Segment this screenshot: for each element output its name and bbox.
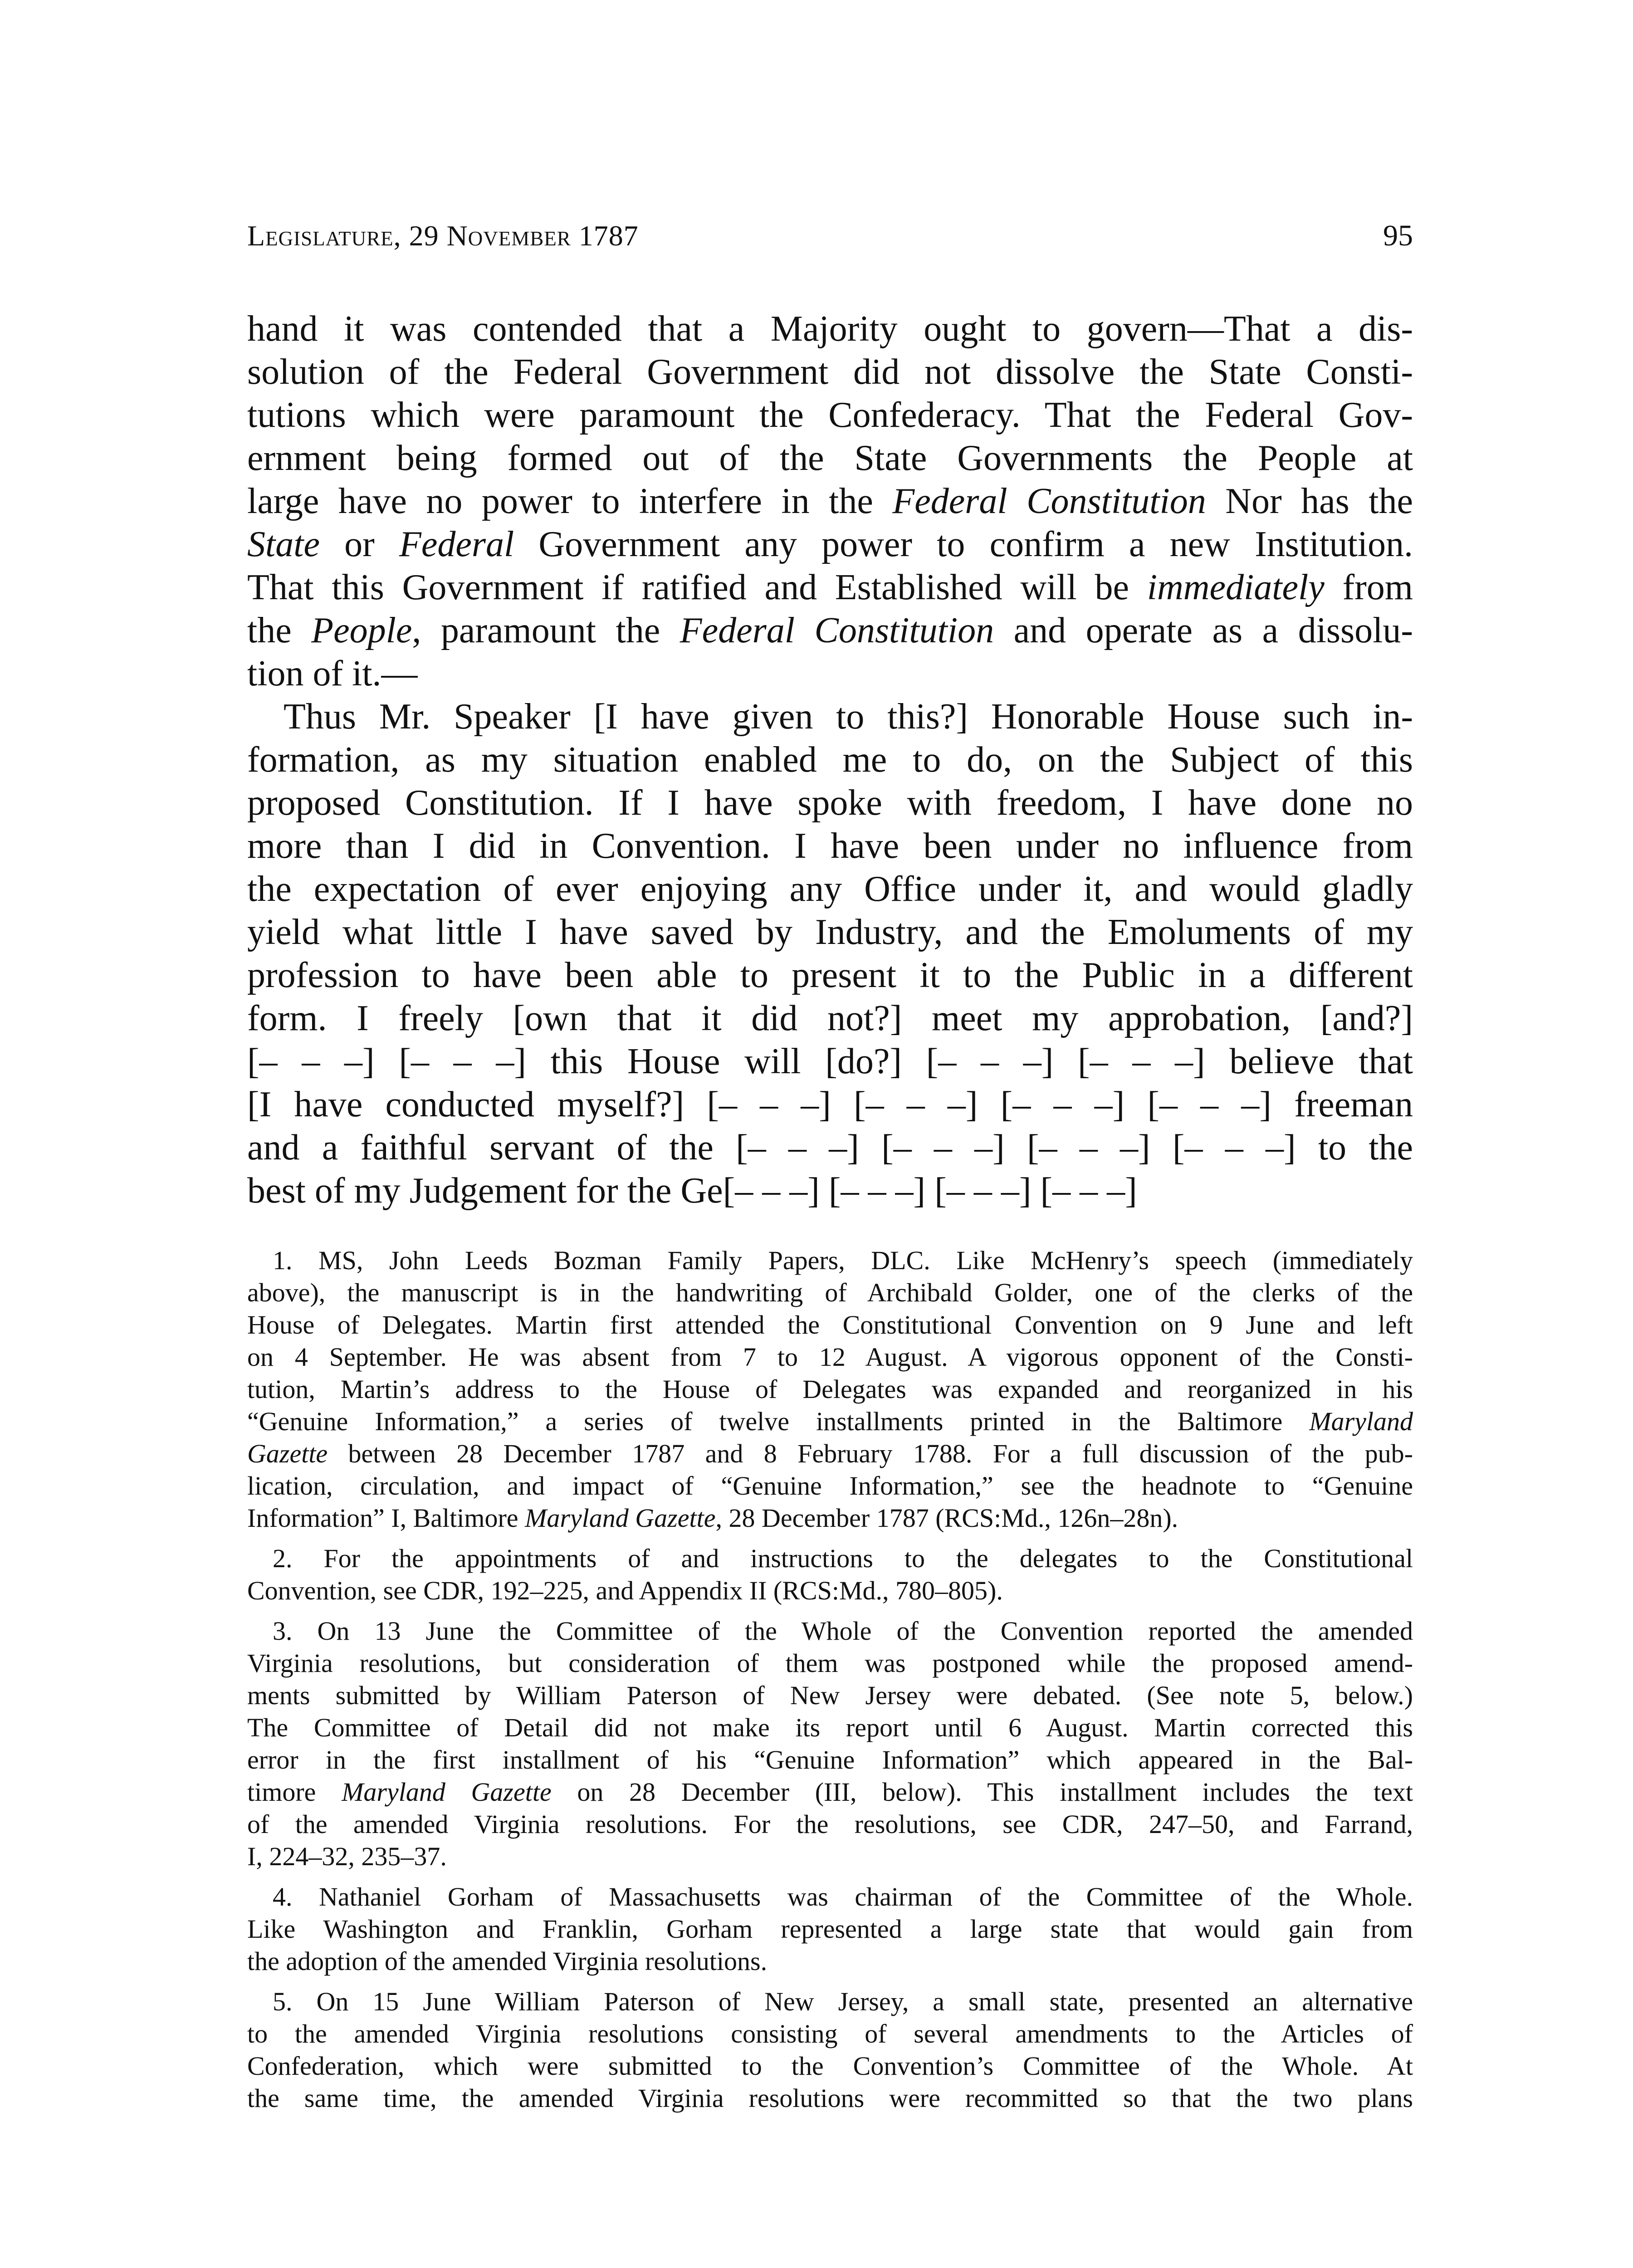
body-line: profession to have been able to present it to the Public in a different <box>247 955 1413 995</box>
body-line: hand it was contended that a Majority ought to govern—That a dis- <box>247 309 1413 349</box>
body-line: solution of the Federal Government did not dissolve the State Consti- <box>247 352 1413 392</box>
footnote-line: lication, circulation, and impact of “Genuine Information,” see the headnote to “Genuine <box>247 1471 1413 1501</box>
footnote-line: 1. MS, John Leeds Bozman Family Papers, DLC. Like McHenry’s speech (immediately <box>273 1246 1413 1275</box>
body-line: large have no power to interfere in the Federal Constitution Nor has the <box>247 481 1413 521</box>
running-head <box>247 218 1413 254</box>
footnote-line: 3. On 13 June the Committee of the Whole of the Convention reported the amended <box>273 1616 1413 1646</box>
footnote-line: 4. Nathaniel Gorham of Massachusetts was chairman of the Committee of the Whole. <box>273 1882 1413 1911</box>
page-number: 95 <box>1383 219 1413 252</box>
body-line: best of my Judgement for the Ge[– – –] [– – –] [– – –] [– – –] <box>247 1171 1137 1211</box>
footnote-line: “Genuine Information,” a series of twelve installments printed in the Baltimore Maryland <box>247 1407 1413 1436</box>
body-line: more than I did in Convention. I have been under no influence from <box>247 826 1413 866</box>
footnote-line: on 4 September. He was absent from 7 to 12 August. A vigorous opponent of the Consti- <box>247 1342 1413 1372</box>
body-line: Thus Mr. Speaker [I have given to this?] Honorable House such in- <box>284 697 1413 737</box>
document-page <box>247 218 1413 2122</box>
body-line: [I have conducted myself?] [– – –] [– – –] [– – –] [– – –] freeman <box>247 1085 1413 1124</box>
footnote-line: Convention, see CDR, 192–225, and Appendix II (RCS:Md., 780–805). <box>247 1576 1003 1605</box>
footnote-1 <box>247 1244 1413 1534</box>
body-line: State or Federal Government any power to confirm a new Institution. <box>247 524 1413 564</box>
footnote-line: The Committee of Detail did not make its report until 6 August. Martin corrected this <box>247 1713 1413 1742</box>
body-line: tutions which were paramount the Confederacy. That the Federal Gov- <box>247 395 1413 435</box>
body-line: tion of it.— <box>247 654 418 694</box>
footnote-line: to the amended Virginia resolutions consisting of several amendments to the Articles of <box>247 2019 1413 2048</box>
footnote-line: I, 224–32, 235–37. <box>247 1842 447 1871</box>
footnote-line: Confederation, which were submitted to the Convention’s Committee of the Whole. At <box>247 2051 1413 2081</box>
footnote-line: the adoption of the amended Virginia resolutions. <box>247 1946 768 1976</box>
footnote-line: of the amended Virginia resolutions. For the resolutions, see CDR, 247–50, and Farrand, <box>247 1809 1413 1839</box>
body-line: the expectation of ever enjoying any Office under it, and would gladly <box>247 869 1413 909</box>
body-line: formation, as my situation enabled me to do, on the Subject of this <box>247 740 1413 780</box>
footnote-line: Like Washington and Franklin, Gorham represented a large state that would gain from <box>247 1914 1413 1944</box>
footnote-line: the same time, the amended Virginia resolutions were recommitted so that the two plans <box>247 2083 1413 2113</box>
footnote-line: Virginia resolutions, but consideration of them was postponed while the proposed amend- <box>247 1648 1413 1678</box>
body-line: ernment being formed out of the State Governments the People at <box>247 438 1413 478</box>
footnote-4 <box>247 1881 1413 1977</box>
footnote-line: above), the manuscript is in the handwriting of Archibald Golder, one of the clerks of the <box>247 1278 1413 1307</box>
body-line: [– – –] [– – –] this House will [do?] [– – –] [– – –] believe that <box>247 1041 1413 1081</box>
footnote-5 <box>247 1985 1413 2114</box>
body-line: That this Government if ratified and Established will be immediately from <box>247 567 1413 607</box>
footnote-line: 2. For the appointments of and instructions to the delegates to the Constitutional <box>273 1544 1413 1573</box>
footnote-2 <box>247 1542 1413 1607</box>
footnote-line: tution, Martin’s address to the House of Delegates was expanded and reorganized in his <box>247 1374 1413 1404</box>
body-line: form. I freely [own that it did not?] meet my approbation, [and?] <box>247 998 1413 1038</box>
footnote-line: error in the first installment of his “Genuine Information” which appeared in the Bal- <box>247 1745 1413 1774</box>
footnote-line: Information” I, Baltimore Maryland Gazette, 28 December 1787 (RCS:Md., 126n–28n). <box>247 1503 1178 1533</box>
body-line: yield what little I have saved by Industry, and the Emoluments of my <box>247 912 1413 952</box>
running-head-title: Legislature, 29 November 1787 <box>247 220 639 252</box>
body-line: proposed Constitution. If I have spoke with freedom, I have done no <box>247 783 1413 823</box>
footnote-line: Gazette between 28 December 1787 and 8 February 1788. For a full discussion of the pub- <box>247 1439 1413 1468</box>
footnote-line: House of Delegates. Martin first attended the Constitutional Convention on 9 June and left <box>247 1310 1413 1339</box>
footnote-3 <box>247 1615 1413 1872</box>
body-line: and a faithful servant of the [– – –] [– – –] [– – –] [– – –] to the <box>247 1128 1413 1168</box>
footnote-line: 5. On 15 June William Paterson of New Jersey, a small state, presented an alternative <box>273 1987 1413 2016</box>
body-text <box>247 308 1413 1212</box>
body-line: the People, paramount the Federal Constitution and operate as a dissolu- <box>247 611 1413 650</box>
footnotes <box>247 1244 1413 2114</box>
footnote-line: ments submitted by William Paterson of New Jersey were debated. (See note 5, below.) <box>247 1681 1413 1710</box>
footnote-line: timore Maryland Gazette on 28 December (III, below). This installment includes the text <box>247 1777 1413 1807</box>
